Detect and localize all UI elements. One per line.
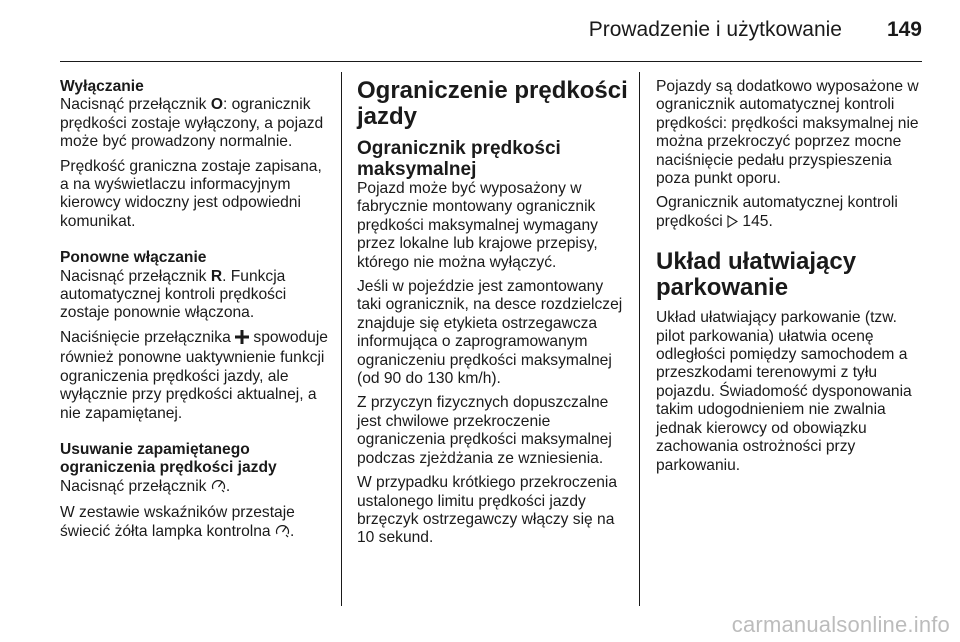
section-heading-on: Ponowne włączanie: [60, 249, 207, 267]
section-heading-off: Wyłączanie: [60, 78, 144, 95]
speed-limiter-icon: [211, 478, 226, 498]
page-reference-arrow-icon: [727, 215, 738, 233]
paragraph: W przypadku krótkiego przekroczenia ustalonego limitu prędkości jazdy brzęczyk ostrzegawczy włączy się na 10 sekund.: [357, 474, 618, 547]
paragraph: [656, 194, 926, 233]
column-1: [60, 78, 328, 549]
paragraph: Prędkość graniczna zostaje zapisana, a na wyświetlaczu informacyjnym kierowcy widoczny jest odpowiedni komunikat.: [60, 157, 322, 230]
text: : ogranicznik prędkości zostaje wyłączony, a pojazd może być prowadzony normalnie.: [60, 96, 324, 151]
text: Naciśnięcie przełącznika: [60, 328, 236, 346]
text: Nacisnąć przełącznik: [60, 477, 211, 495]
section-title-speed-limit: Ograniczenie prędkości jazdy: [357, 77, 628, 130]
header-divider: [60, 61, 922, 62]
column-divider-1: [341, 72, 342, 606]
text: Ogranicznik automatycznej kontroli prędkości: [656, 194, 898, 230]
page-header: [0, 0, 960, 62]
paragraph: Układ ułatwiający parkowanie (tzw. pilot parkowania) ułatwia ocenę odległości pomiędzy samochodem a przeszkodami terenowymi z tyłu pojazdu. Świadomość dysponowania takim udogodnieniem nie zwalnia jednak kierowcy od obowiązku zachowania ostrożności przy parkowaniu.: [656, 309, 912, 474]
section-heading-delete: Usuwanie zapamiętanego ograniczenia prędkości jazdy: [60, 440, 277, 477]
column-2: [357, 78, 629, 554]
paragraph: Jeśli w pojeździe jest zamontowany taki ogranicznik, na desce rozdzielczej znajduje się etykieta ostrzegawcza informująca o zaprogramowanym ograniczeniu prędkości maksymalnej (od 90 do 130 km/h).: [357, 278, 623, 388]
section-title-parking-assist: Układ ułatwiający parkowanie: [656, 248, 857, 302]
paragraph: Nacisnąć przełącznik .: [60, 478, 328, 498]
text: .: [768, 212, 773, 230]
paragraph: W zestawie wskaźników przestaje świecić żółta lampka kontrolna .: [60, 504, 328, 543]
paragraph: Pojazd może być wyposażony w fabrycznie montowany ogranicznik prędkości maksymalnej wymagany przez lokalne lub krajowe przepisy, którego nie można wyłączyć.: [357, 180, 598, 271]
paragraph: [60, 268, 328, 323]
paragraph: [60, 329, 328, 423]
text: spowoduje również ponowne uaktywnienie funkcji ograniczenia prędkości jazdy, ale wyłącznie przy prędkości aktualnej, a nie zapamiętanej.: [60, 328, 328, 422]
page-reference[interactable]: 145: [742, 212, 769, 230]
paragraph: [60, 96, 328, 151]
text: . Funkcja automatycznej kontroli prędkości zostaje ponownie włączona.: [60, 267, 287, 322]
column-3: [656, 78, 926, 481]
column-divider-2: [639, 72, 640, 606]
paragraph: Pojazdy są dodatkowo wyposażone w ogranicznik automatycznej kontroli prędkości: prędkości maksymalnej nie można przekroczyć poprzez mocne naciśnięcie pedału przyspieszenia poza punkt oporu.: [656, 78, 919, 188]
page-number: 149: [886, 18, 922, 41]
paragraph: Z przyczyn fizycznych dopuszczalne jest chwilowe przekroczenie ograniczenia prędkości maksymalnej podczas zjeżdżania ze wzniesienia.: [357, 394, 612, 467]
header-title: Prowadzenie i użytkowanie: [588, 18, 842, 41]
watermark: carmanualsonline.info: [731, 612, 950, 637]
speed-limiter-icon: [275, 523, 290, 543]
text: Nacisnąć przełącznik: [60, 96, 211, 114]
subsection-title-max-speed-limiter: Ogranicznik prędkości maksymalnej: [357, 138, 561, 180]
switch-r-symbol: R: [210, 267, 223, 285]
switch-o-symbol: O: [210, 96, 223, 114]
text: W zestawie wskaźników przestaje świecić żółta lampka kontrolna: [60, 504, 295, 540]
plus-icon: [235, 330, 249, 349]
text: Nacisnąć przełącznik: [60, 267, 211, 285]
